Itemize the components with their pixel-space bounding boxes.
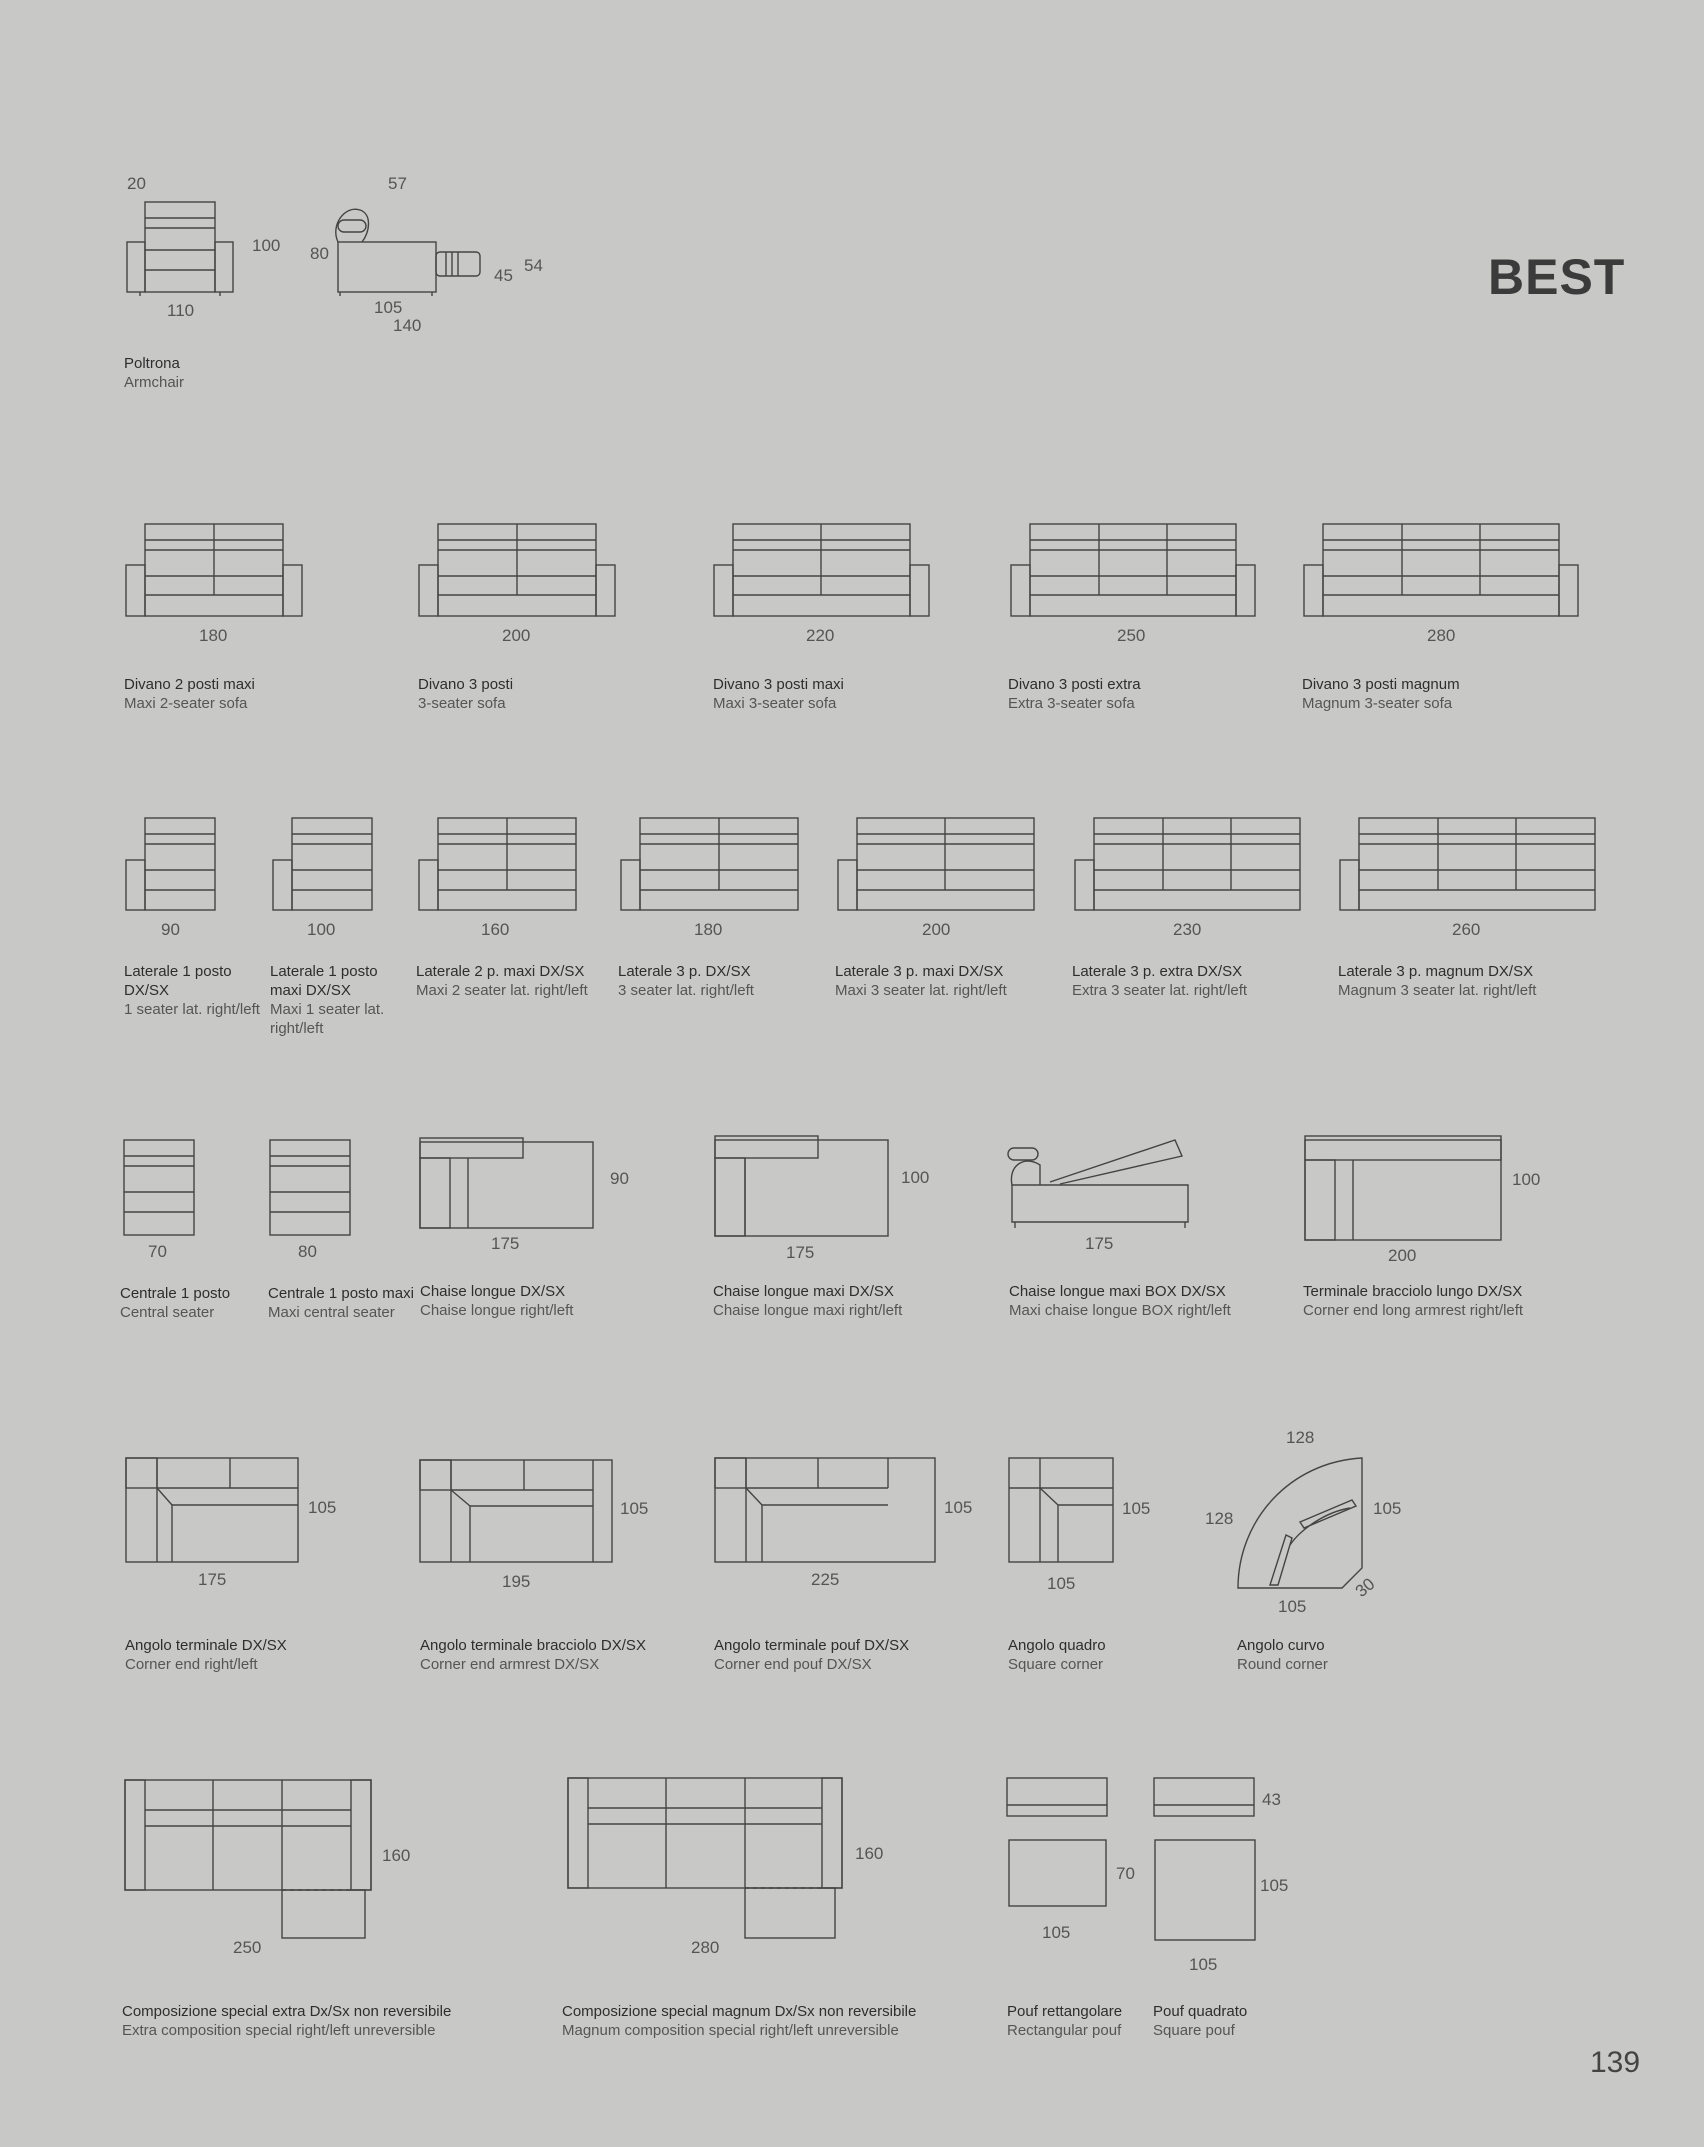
lateral-3-magnum-drawing	[1340, 818, 1595, 910]
dim-lateral-3-magnum: 260	[1452, 920, 1481, 939]
dim-central-1-maxi: 80	[298, 1242, 317, 1261]
dim-pouf-height: 43	[1262, 1790, 1281, 1809]
corner-end-drawing	[126, 1458, 298, 1562]
dim-armchair-height: 100	[252, 236, 281, 255]
dim-pouf-square-width: 105	[1189, 1955, 1218, 1974]
dim-corner-pouf-length: 225	[811, 1570, 840, 1589]
dim-armchair-seat-height: 45	[494, 266, 513, 285]
dim-sofa-2-maxi: 180	[199, 626, 228, 645]
corner-end-long-armrest-drawing	[1305, 1136, 1501, 1240]
composition-extra-drawing	[125, 1780, 371, 1938]
lateral-3-drawing	[621, 818, 798, 910]
dim-square-corner-width: 105	[1047, 1574, 1076, 1593]
caption-pouf-quadrato: Pouf quadrato Square pouf	[1153, 2003, 1248, 2039]
dim-chaise-maxi-depth: 100	[901, 1168, 930, 1187]
dim-armchair-depth-open: 140	[393, 316, 422, 335]
dim-sofa-3: 200	[502, 626, 531, 645]
dim-armchair-side-height: 80	[310, 244, 329, 263]
dim-chaise-depth: 90	[610, 1169, 629, 1188]
caption-sofa-3-magnum: Divano 3 posti magnum Magnum 3-seater sofa	[1302, 676, 1460, 712]
dim-chaise-length: 175	[491, 1234, 520, 1253]
page-number: 139	[1590, 2046, 1641, 2079]
dim-corner-armrest-depth: 105	[620, 1499, 649, 1518]
caption-composizione-extra: Composizione special extra Dx/Sx non reversibile Extra composition special right/left unreversible	[122, 2003, 452, 2039]
caption-lateral-1-maxi: Laterale 1 posto maxi DX/SX Maxi 1 seater lat. right/left	[270, 963, 385, 1037]
lateral-2-maxi-drawing	[419, 818, 576, 910]
lateral-1-maxi-drawing	[273, 818, 372, 910]
caption-sofa-3: Divano 3 posti 3-seater sofa	[418, 676, 514, 712]
sofa-3-extra-drawing	[1011, 524, 1255, 616]
dim-armchair-armrest: 20	[127, 174, 146, 193]
brand-title: BEST	[1488, 249, 1626, 305]
caption-lateral-2-maxi: Laterale 2 p. maxi DX/SX Maxi 2 seater lat. right/left	[416, 963, 588, 999]
caption-lateral-1: Laterale 1 posto DX/SX 1 seater lat. right/left	[124, 963, 260, 1018]
dim-corner-end-length: 175	[198, 1570, 227, 1589]
caption-central-1: Centrale 1 posto Central seater	[120, 1285, 231, 1321]
dim-chaise-maxi-length: 175	[786, 1243, 815, 1262]
sofa-3-maxi-drawing	[714, 524, 929, 616]
dim-square-corner-depth: 105	[1122, 1499, 1151, 1518]
dim-pouf-rect-width: 105	[1042, 1923, 1071, 1942]
round-corner-drawing	[1238, 1458, 1362, 1588]
dim-armchair-depth-seat: 57	[388, 174, 407, 193]
chaise-longue-box-drawing	[1008, 1140, 1188, 1228]
dim-round-corner-left: 128	[1205, 1509, 1234, 1528]
caption-lateral-3: Laterale 3 p. DX/SX 3 seater lat. right/left	[618, 963, 754, 999]
caption-lateral-3-extra: Laterale 3 p. extra DX/SX Extra 3 seater lat. right/left	[1072, 963, 1248, 999]
chaise-longue-maxi-drawing	[715, 1136, 888, 1236]
corner-end-armrest-drawing	[420, 1460, 612, 1562]
lateral-1-drawing	[126, 818, 215, 910]
pouf-square-drawing	[1154, 1778, 1255, 1940]
dim-sofa-3-extra: 250	[1117, 626, 1146, 645]
dim-round-corner-top: 128	[1286, 1428, 1315, 1447]
armchair-front-drawing	[127, 202, 233, 296]
dim-round-corner-bottom: 105	[1278, 1597, 1307, 1616]
dim-armchair-depth: 105	[374, 298, 403, 317]
caption-angolo-quadro: Angolo quadro Square corner	[1008, 1637, 1106, 1673]
dim-round-corner-angle: 30	[1351, 1574, 1379, 1601]
caption-angolo-pouf: Angolo terminale pouf DX/SX Corner end pouf DX/SX	[714, 1637, 910, 1673]
corner-end-pouf-drawing	[715, 1458, 935, 1562]
composition-magnum-drawing	[568, 1778, 842, 1938]
pouf-rectangular-drawing	[1007, 1778, 1107, 1906]
dim-corner-end-depth: 105	[308, 1498, 337, 1517]
caption-poltrona: Poltrona Armchair	[124, 355, 185, 391]
sofa-3-magnum-drawing	[1304, 524, 1578, 616]
caption-pouf-rettangolare: Pouf rettangolare Rectangular pouf	[1007, 2003, 1123, 2039]
caption-angolo-curvo: Angolo curvo Round corner	[1237, 1637, 1328, 1673]
dim-chaise-box-length: 175	[1085, 1234, 1114, 1253]
sofa-2-maxi-drawing	[126, 524, 302, 616]
dim-round-corner-right: 105	[1373, 1499, 1402, 1518]
caption-chaise-longue-maxi: Chaise longue maxi DX/SX Chaise longue maxi right/left	[713, 1283, 903, 1319]
dim-comp-extra-length: 250	[233, 1938, 262, 1957]
caption-sofa-3-maxi: Divano 3 posti maxi Maxi 3-seater sofa	[713, 676, 844, 712]
dim-lateral-3: 180	[694, 920, 723, 939]
dim-lateral-2-maxi: 160	[481, 920, 510, 939]
armchair-side-drawing	[336, 209, 480, 296]
sofa-3-drawing	[419, 524, 615, 616]
caption-central-1-maxi: Centrale 1 posto maxi Maxi central seater	[268, 1285, 414, 1321]
caption-lateral-3-magnum: Laterale 3 p. magnum DX/SX Magnum 3 seater lat. right/left	[1338, 963, 1537, 999]
caption-sofa-2-maxi: Divano 2 posti maxi Maxi 2-seater sofa	[124, 676, 255, 712]
dim-comp-magnum-depth: 160	[855, 1844, 884, 1863]
dim-armchair-footrest-height: 54	[524, 256, 543, 275]
caption-composizione-magnum: Composizione special magnum Dx/Sx non reversibile Magnum composition special right/left unreversible	[562, 2003, 917, 2039]
dim-lateral-1-maxi: 100	[307, 920, 336, 939]
dim-comp-extra-depth: 160	[382, 1846, 411, 1865]
chaise-longue-drawing	[420, 1138, 593, 1228]
dim-sofa-3-maxi: 220	[806, 626, 835, 645]
dim-central-1: 70	[148, 1242, 167, 1261]
central-1-drawing	[124, 1140, 194, 1235]
dim-corner-pouf-depth: 105	[944, 1498, 973, 1517]
square-corner-drawing	[1009, 1458, 1113, 1562]
caption-sofa-3-extra: Divano 3 posti extra Extra 3-seater sofa	[1008, 676, 1141, 712]
lateral-3-extra-drawing	[1075, 818, 1300, 910]
dim-lateral-3-extra: 230	[1173, 920, 1202, 939]
caption-angolo-terminale: Angolo terminale DX/SX Corner end right/left	[125, 1637, 287, 1673]
caption-chaise-longue-box: Chaise longue maxi BOX DX/SX Maxi chaise longue BOX right/left	[1009, 1283, 1231, 1319]
dim-armchair-width: 110	[167, 301, 195, 320]
dim-lateral-1: 90	[161, 920, 180, 939]
caption-lateral-3-maxi: Laterale 3 p. maxi DX/SX Maxi 3 seater lat. right/left	[835, 963, 1007, 999]
dim-pouf-rect-depth: 70	[1116, 1864, 1135, 1883]
central-1-maxi-drawing	[270, 1140, 350, 1235]
caption-angolo-bracciolo: Angolo terminale bracciolo DX/SX Corner end armrest DX/SX	[420, 1637, 646, 1673]
dim-lateral-3-maxi: 200	[922, 920, 951, 939]
dim-corner-armrest-length: 195	[502, 1572, 531, 1591]
dim-comp-magnum-length: 280	[691, 1938, 720, 1957]
dim-sofa-3-magnum: 280	[1427, 626, 1456, 645]
dim-term-lungo-depth: 100	[1512, 1170, 1541, 1189]
caption-chaise-longue: Chaise longue DX/SX Chaise longue right/left	[420, 1283, 574, 1319]
caption-terminale-lungo: Terminale bracciolo lungo DX/SX Corner end long armrest right/left	[1303, 1283, 1524, 1319]
lateral-3-maxi-drawing	[838, 818, 1034, 910]
dim-pouf-square-depth: 105	[1260, 1876, 1289, 1895]
dim-term-lungo-length: 200	[1388, 1246, 1417, 1265]
